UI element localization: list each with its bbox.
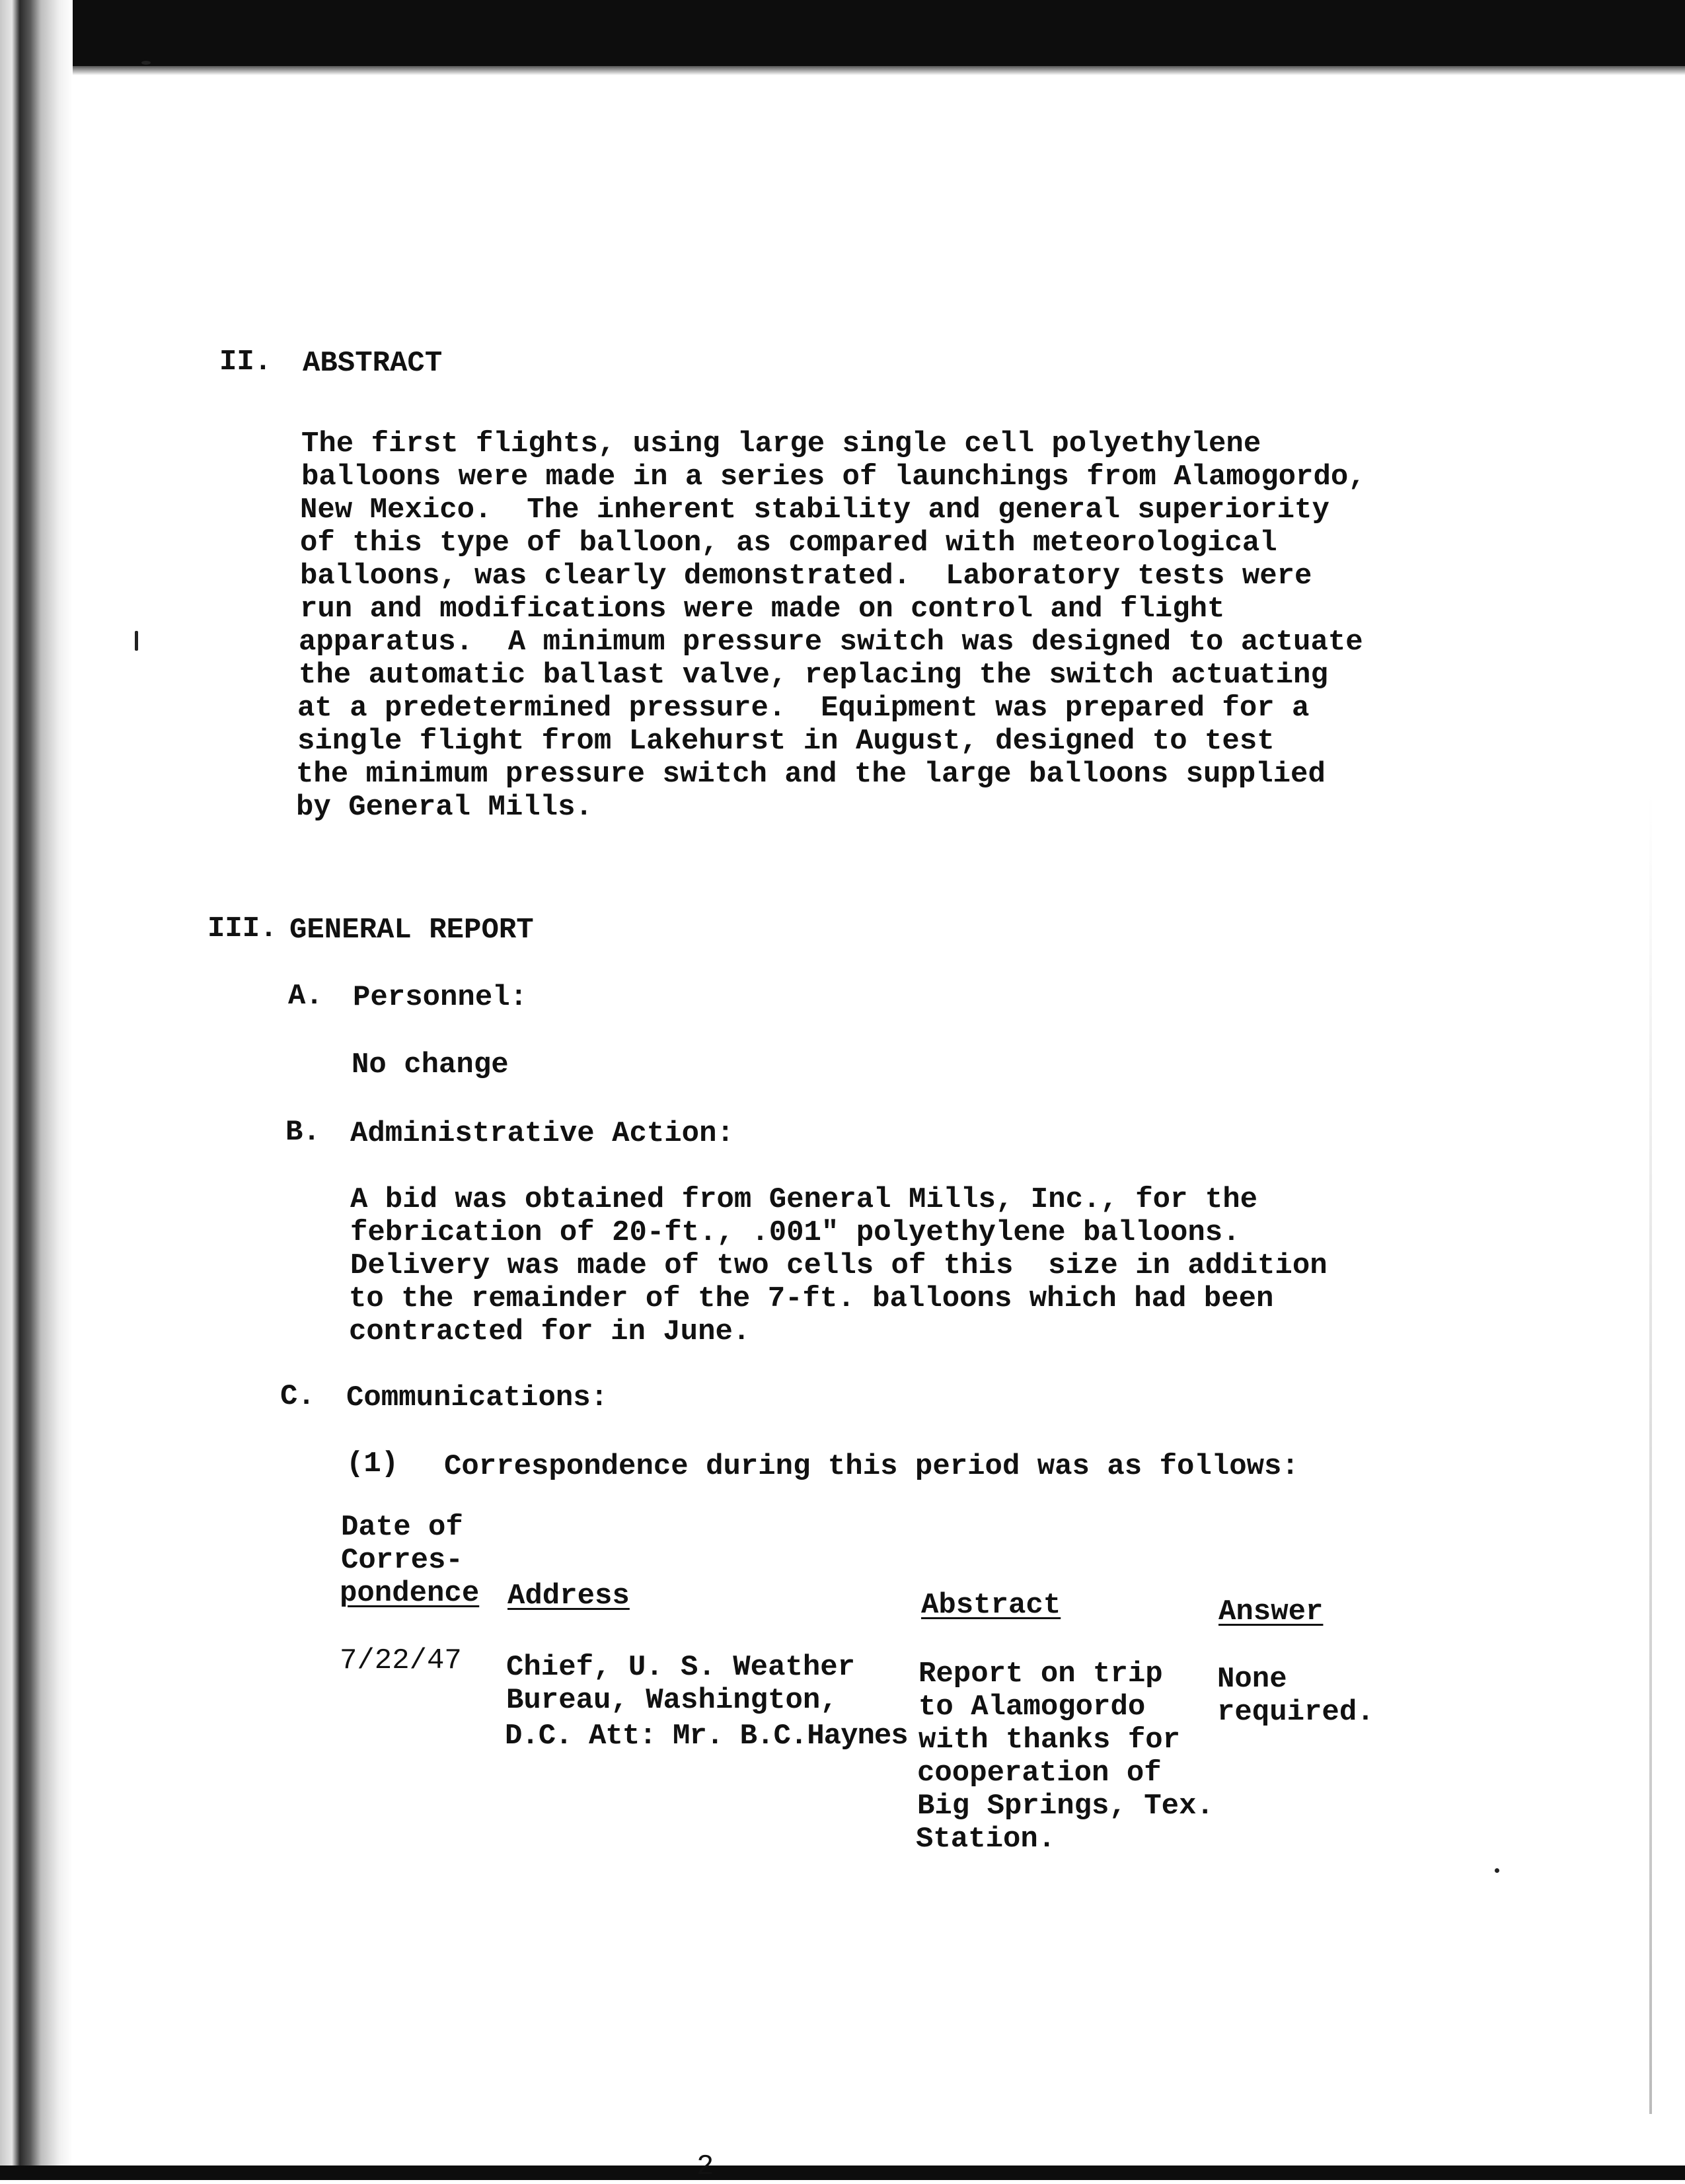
subsection-c-letter: C. xyxy=(280,1380,315,1413)
scan-speck xyxy=(135,631,138,651)
abstract-line: the minimum pressure switch and the large balloons supplied xyxy=(296,758,1326,791)
header-date-line: Corres- xyxy=(341,1544,463,1577)
scan-right-streak xyxy=(1649,793,1652,2114)
column-header-answer: Answer xyxy=(1218,1595,1324,1628)
abstract-line: single flight from Lakehurst in August, designed to test xyxy=(297,725,1275,758)
row-answer-line: required. xyxy=(1217,1696,1374,1729)
row-address-line: Bureau, Washington, xyxy=(506,1684,838,1717)
header-date-line: Date of xyxy=(341,1511,463,1544)
scan-speck xyxy=(141,61,151,65)
subsection-b-heading: Administrative Action: xyxy=(350,1117,734,1150)
row-date: 7/22/47 xyxy=(340,1644,462,1677)
abstract-line: New Mexico. The inherent stability and general superiority xyxy=(300,493,1329,527)
row-abstract-line: cooperation of xyxy=(917,1757,1162,1790)
abstract-line: the automatic ballast valve, replacing the switch actuating xyxy=(299,659,1328,692)
row-address-line: Chief, U. S. Weather xyxy=(506,1651,856,1684)
row-address-line: D.C. Att: Mr. B.C.Haynes xyxy=(505,1720,908,1753)
row-abstract-line: with thanks for xyxy=(918,1724,1181,1757)
admin-line: Delivery was made of two cells of this size in addition xyxy=(350,1249,1328,1282)
header-date-line: pondence xyxy=(340,1577,480,1610)
abstract-line: at a predetermined pressure. Equipment was prepared for a xyxy=(297,692,1310,725)
abstract-line: run and modifications were made on control and flight xyxy=(300,593,1225,626)
subsection-b-letter: B. xyxy=(285,1116,320,1149)
personnel-body: No change xyxy=(352,1048,509,1081)
abstract-line: by General Mills. xyxy=(296,791,593,824)
scan-bottom-border xyxy=(0,2166,1685,2180)
scan-left-binding-edge xyxy=(0,0,73,2180)
admin-line: A bid was obtained from General Mills, Inc., for the xyxy=(350,1183,1258,1216)
section-3-title: GENERAL REPORT xyxy=(289,914,534,947)
row-abstract-line: Station. xyxy=(916,1823,1056,1856)
section-3-numeral: III. xyxy=(207,912,278,945)
subsection-c-heading: Communications: xyxy=(346,1381,609,1414)
correspondence-item-number: (1) xyxy=(346,1447,399,1480)
section-2-title: ABSTRACT xyxy=(303,347,443,380)
abstract-line: balloons, was clearly demonstrated. Laboratory tests were xyxy=(300,560,1312,593)
abstract-line: balloons were made in a series of launchings from Alamogordo, xyxy=(301,460,1366,493)
subsection-a-heading: Personnel: xyxy=(353,981,528,1014)
admin-line: contracted for in June. xyxy=(349,1315,751,1348)
abstract-line: The first flights, using large single cell polyethylene xyxy=(301,427,1261,460)
correspondence-item-text: Correspondence during this period was as follows: xyxy=(444,1450,1299,1483)
row-answer-line: None xyxy=(1217,1663,1287,1696)
abstract-line: apparatus. A minimum pressure switch was designed to actuate xyxy=(299,626,1363,659)
row-abstract-line: Big Springs, Tex. xyxy=(917,1790,1214,1823)
admin-line: to the remainder of the 7-ft. balloons which had been xyxy=(349,1282,1274,1315)
subsection-a-letter: A. xyxy=(288,980,323,1013)
scan-top-border xyxy=(59,0,1685,66)
scan-speck xyxy=(1495,1868,1499,1873)
scan-top-shadow xyxy=(59,66,1685,75)
row-abstract-line: to Alamogordo xyxy=(918,1691,1146,1724)
column-header-abstract: Abstract xyxy=(921,1589,1061,1622)
column-header-address: Address xyxy=(507,1580,630,1613)
row-abstract-line: Report on trip xyxy=(918,1657,1163,1691)
abstract-line: of this type of balloon, as compared with meteorological xyxy=(300,527,1277,560)
page-number: 2 xyxy=(696,2150,714,2183)
admin-line: febrication of 20-ft., .001" polyethylene balloons. xyxy=(350,1216,1240,1249)
section-2-numeral: II. xyxy=(219,346,272,379)
